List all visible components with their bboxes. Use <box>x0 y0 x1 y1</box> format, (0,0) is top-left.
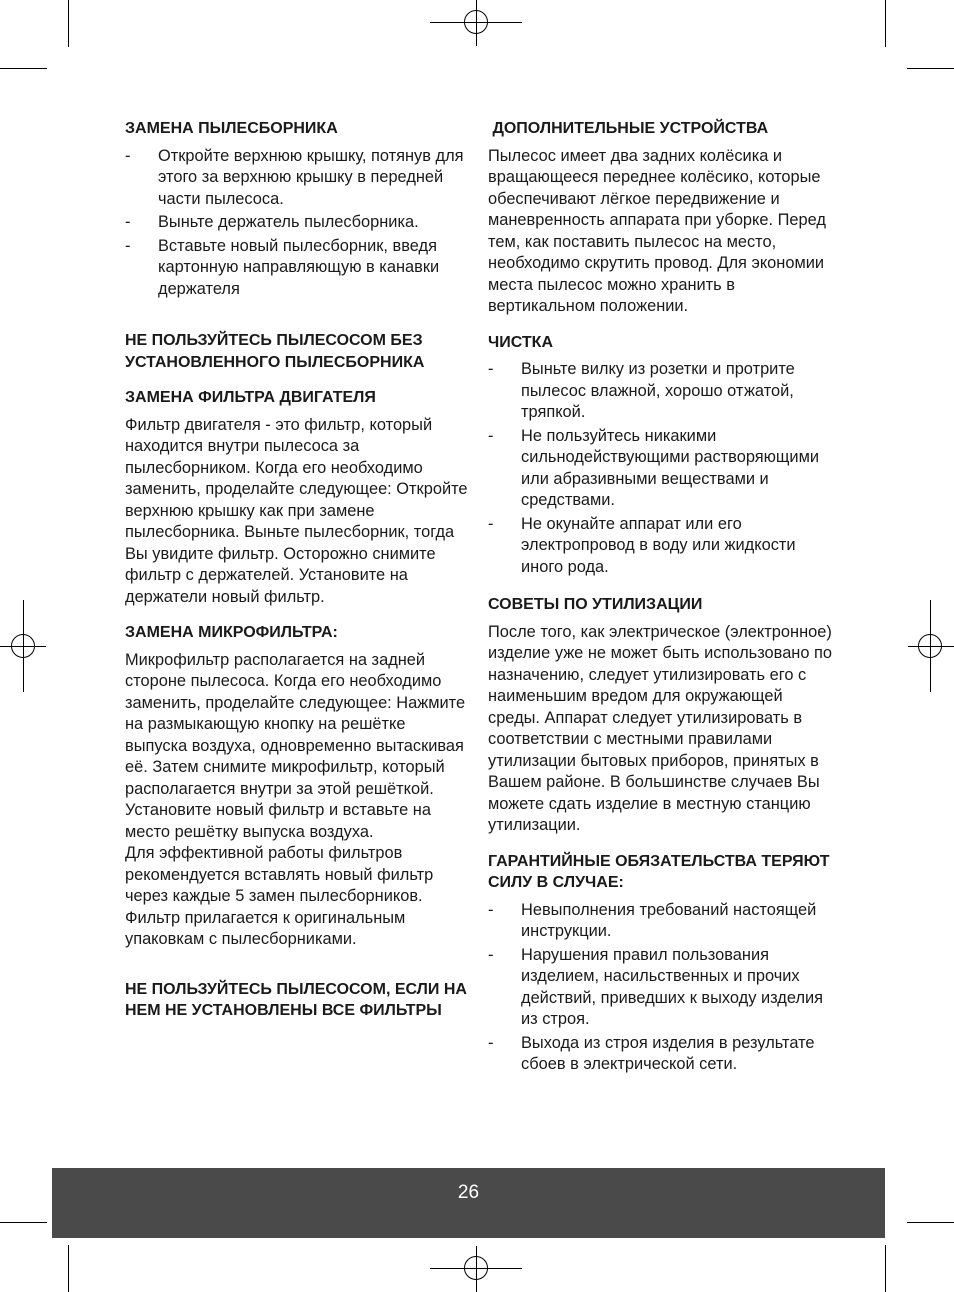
left-column <box>125 118 470 1028</box>
right-column <box>488 118 833 1078</box>
crop-mark <box>885 0 886 47</box>
section-heading: ЧИСТКА <box>488 333 553 351</box>
paragraph: Пылесос имеет два задних колёсика и вращающееся переднее колёсико, которые обеспечивают лёгкое передвижение и маневренность аппарата при уборке. Перед тем, как поставить пылесос на место, необходимо скрутить провод. Для экономии места пылесос можно хранить в вертикальном положении. <box>488 146 826 315</box>
list-item: - Не пользуйтесь никакими сильнодействующими растворяющими или абразивными веществами и средствами. <box>488 426 819 509</box>
footer-bar <box>52 1168 885 1238</box>
crop-mark <box>0 1222 47 1223</box>
crop-mark <box>68 0 69 47</box>
section-heading: ЗАМЕНА ПЫЛЕСБОРНИКА <box>125 120 338 137</box>
warning-heading: НЕ ПОЛЬЗУЙТЕСЬ ПЫЛЕСОСОМ БЕЗ УСТАНОВЛЕННОГО ПЫЛЕСБОРНИКА <box>125 332 425 371</box>
bullet-list <box>125 146 470 301</box>
section-heading: СОВЕТЫ ПО УТИЛИЗАЦИИ <box>488 596 703 613</box>
paragraph: Микрофильтр располагается на задней стороне пылесоса. Когда его необходимо заменить, проделайте следующее: Нажмите на размыкающую кнопку на решётке выпуска воздуха, одновременно вытаскивая её. Затем снимите микрофильтр, который располагается внутри за этой решёткой. Установите новый фильтр и вставьте на место решётку выпуска воздуха. Для эффективной работы фильтров рекомендуется вставлять новый фильтр через каждые 5 замен пылесборников. Фильтр прилагается к оригинальным упаковкам с пылесборниками. <box>125 650 466 948</box>
crop-mark <box>907 1222 954 1223</box>
page-number: 26 <box>457 1182 480 1203</box>
crop-mark <box>907 68 954 69</box>
list-item: - Вставьте новый пылесборник, введя картонную направляющую в канавки держателя <box>125 236 440 298</box>
registration-circle-icon <box>918 634 942 658</box>
registration-circle-icon <box>464 1256 488 1280</box>
list-item: - Не окунайте аппарат или его электропровод в воду или жидкости иного рода. <box>488 514 796 576</box>
section-heading: ЗАМЕНА МИКРОФИЛЬТРА: <box>125 624 338 641</box>
list-item: - Невыполнения требований настоящей инструкции. <box>488 900 817 940</box>
section-heading: ДОПОЛНИТЕЛЬНЫЕ УСТРОЙСТВА <box>488 120 769 137</box>
crop-mark <box>0 68 47 69</box>
list-item: - Выхода из строя изделия в результате сбоев в электрической сети. <box>488 1033 815 1073</box>
section-heading: ГАРАНТИЙНЫЕ ОБЯЗАТЕЛЬСТВА ТЕРЯЮТ СИЛУ В СЛУЧАЕ: <box>488 852 830 891</box>
list-item: - Откройте верхнюю крышку, потянув для этого за верхнюю крышку в передней части пылесоса. <box>125 146 464 208</box>
bullet-list <box>488 359 833 578</box>
section-heading: ЗАМЕНА ФИЛЬТРА ДВИГАТЕЛЯ <box>125 389 376 406</box>
bullet-list <box>488 900 833 1076</box>
paragraph: После того, как электрическое (электронное) изделие уже не может быть использовано по назначению, следует утилизировать его с наименьшим вредом для окружающей среды. Аппарат следует утилизировать в соответствии с местными правилами утилизации бытовых приборов, принятых в Вашем районе. В большинстве случаев Вы можете сдать изделие в местную станцию утилизации. <box>488 622 833 834</box>
list-item: - Выньте вилку из розетки и протрите пылесос влажной, хорошо отжатой, тряпкой. <box>488 360 795 421</box>
crop-mark <box>68 1245 69 1292</box>
registration-circle-icon <box>464 10 488 34</box>
list-item: - Выньте держатель пылесборника. <box>125 213 419 231</box>
list-item: - Нарушения правил пользования изделием, насильственных и прочих действий, приведших к выходу изделия из строя. <box>488 945 824 1028</box>
crop-mark <box>885 1245 886 1292</box>
paragraph: Фильтр двигателя - это фильтр, который находится внутри пылесоса за пылесборником. Когда его необходимо заменить, проделайте следующее: Откройте верхнюю крышку как при замене пылесборника. Выньте пылесборник, тогда Вы увидите фильтр. Осторожно снимите фильтр с держателей. Установите на держатели новый фильтр. <box>125 415 468 606</box>
warning-heading: НЕ ПОЛЬЗУЙТЕСЬ ПЫЛЕСОСОМ, ЕСЛИ НА НЕМ НЕ УСТАНОВЛЕНЫ ВСЕ ФИЛЬТРЫ <box>125 980 467 1019</box>
registration-circle-icon <box>11 634 35 658</box>
